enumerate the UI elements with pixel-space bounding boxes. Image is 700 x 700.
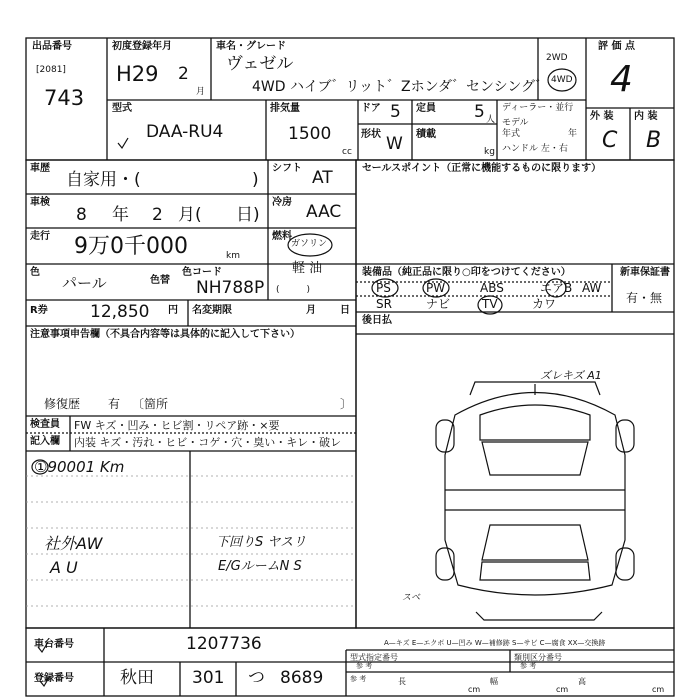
displacement: 1500 — [288, 124, 332, 144]
plate-class: 301 — [192, 668, 225, 688]
recycle-label: R券 — [30, 305, 48, 316]
damage-legend: A—キズ E—エクボ U—凹み W—補修跡 S—サビ C—腐食 XX—交換跡 — [384, 639, 606, 647]
inspection-year: 8 — [76, 205, 87, 225]
plate-area: 秋田 — [120, 668, 154, 688]
inspection-year-unit: 年 — [112, 205, 129, 225]
model-year-label: モデル — [502, 118, 529, 128]
repair-has: 有 — [108, 397, 121, 411]
equip-navi: ナビ — [426, 297, 451, 311]
registration-month: 2 — [178, 64, 189, 84]
hand-note-mileage: ①90001 Km — [34, 458, 125, 476]
history-close: ) — [252, 170, 259, 190]
car-grade: 4WD ハイブ゛リット゛Zホンダ゛センシング゛ — [252, 79, 550, 95]
plate-label: 登録番号 — [34, 673, 74, 684]
sales-point-label: セールスポイント（正常に機能するものに限ります） — [362, 163, 602, 174]
inspection-month: 2 — [152, 205, 163, 225]
eval-score-label: 評 価 点 — [598, 41, 635, 52]
warranty-label: 新車保証書 — [620, 267, 670, 278]
registration-month-unit: 月 — [196, 87, 206, 97]
size-length-label: 長 — [398, 677, 406, 686]
history-value: 自家用・( — [66, 170, 141, 190]
lot-number: 743 — [44, 86, 85, 110]
model-no-label: 型式指定番号 — [350, 653, 398, 662]
fuel-gasoline: ガソリン — [291, 239, 328, 249]
displacement-unit: cc — [342, 147, 352, 157]
drive-2wd: 2WD — [546, 53, 568, 63]
name-change-day: 日 — [340, 305, 350, 316]
displacement-label: 排気量 — [270, 103, 300, 114]
plate-number: 8689 — [280, 668, 324, 688]
hand-note-aw: 社外AW — [44, 534, 103, 553]
interior-score: B — [646, 128, 662, 153]
size-height-unit: cm — [652, 685, 665, 694]
model-no-ref: 参 考 — [356, 662, 373, 670]
fuel-label: 燃料 — [272, 231, 292, 242]
year-unit: 年 — [568, 129, 578, 139]
equip-airbag: エアB — [540, 281, 573, 295]
fuel-diesel: 軽 油 — [292, 261, 323, 276]
history-label: 車歴 — [30, 163, 50, 174]
equip-pw: PW — [426, 281, 446, 295]
car-name: ヴェゼル — [226, 54, 294, 74]
load-unit: kg — [484, 147, 495, 157]
shape-label: 形状 — [361, 129, 381, 140]
shape: W — [386, 134, 403, 154]
load-label: 積載 — [416, 129, 436, 140]
capacity: 5 — [474, 102, 485, 122]
interior-label: 内 装 — [634, 111, 658, 122]
capacity-label: 定員 — [416, 103, 436, 114]
color-value: パール — [62, 274, 107, 292]
car-diagram — [436, 382, 634, 620]
size-height-label: 高 — [578, 677, 586, 686]
color-code-label: 色コード — [182, 267, 222, 278]
eval-score: 4 — [610, 59, 633, 100]
inspector-label-1: 検査員 — [30, 419, 60, 430]
repair-place: 〔箇所 — [132, 397, 169, 411]
equip-tv: TV — [482, 297, 498, 311]
diagram-front-mark: スベ — [402, 593, 421, 603]
repair-history-label: 修復歴 — [44, 397, 81, 411]
doors-label: ドア — [361, 103, 381, 114]
inspection-month-unit: 月( — [178, 205, 202, 225]
size-length-unit: cm — [468, 685, 481, 694]
color-change-label: 色替 — [150, 275, 170, 286]
mileage-label: 走行 — [30, 231, 50, 242]
color-label: 色 — [30, 267, 40, 278]
first-registration-label: 初度登録年月 — [112, 41, 172, 52]
diagram-note-top: ズレキズ A1 — [540, 369, 602, 382]
mileage-value: 9万0千000 — [74, 234, 188, 259]
inspector-row-2: 内装 キズ・汚れ・ヒビ・コゲ・穴・臭い・キレ・破レ — [74, 436, 342, 449]
warranty-value: 有・無 — [626, 291, 663, 305]
plate-kana: つ — [248, 668, 265, 688]
name-change-label: 名変期限 — [192, 305, 232, 316]
hand-note-au: A U — [50, 558, 78, 577]
equip-abs: ABS — [480, 281, 504, 295]
mileage-unit: km — [226, 251, 240, 261]
inspection-day-unit: 日) — [236, 205, 260, 225]
hand-note-engine: E/GルームN S — [218, 559, 302, 574]
car-name-label: 車名・グレード — [216, 41, 286, 52]
drive-4wd: 4WD — [551, 75, 573, 85]
notes-label: 注意事項申告欄（不具合内容等は具体的に記入して下さい） — [30, 329, 300, 340]
back-pay-label: 後日払 — [362, 315, 392, 326]
equip-leather: カワ — [532, 297, 557, 311]
lot-sub-number: [2081] — [36, 65, 66, 75]
recycle-value: 12,850 — [90, 302, 150, 322]
dealer-label: ディーラー・並行 — [502, 103, 574, 113]
class-no-ref: 参 考 — [520, 662, 537, 670]
model-label: 型式 — [112, 103, 132, 114]
doors: 5 — [390, 102, 401, 122]
model-code: DAA-RU4 — [146, 122, 224, 142]
name-change-month: 月 — [306, 305, 316, 316]
capacity-unit: 人 — [486, 115, 496, 125]
handle-label: ハンドル 左・右 — [502, 144, 568, 154]
size-width-label: 幅 — [490, 677, 498, 686]
lot-number-label: 出品番号 — [32, 41, 72, 52]
inspector-label-2: 記入欄 — [30, 436, 60, 447]
equip-aw: AW — [582, 281, 602, 295]
year-label: 年式 — [502, 129, 521, 139]
color-code: NH788P — [196, 278, 265, 298]
ac-value: AAC — [306, 202, 342, 222]
class-no-label: 類別区分番号 — [514, 653, 562, 662]
inspector-row-1: FW キズ・凹み・ヒビ割・リペア跡・×要 — [74, 419, 280, 432]
shift-value: AT — [312, 168, 333, 188]
hand-note-under: 下回りS ヤスリ — [216, 535, 307, 550]
shift-label: シフト — [272, 163, 302, 174]
inspection-label: 車検 — [30, 197, 50, 208]
recycle-unit: 円 — [168, 305, 178, 316]
size-width-unit: cm — [556, 685, 569, 694]
equip-ps: PS — [376, 281, 391, 295]
chassis-number: 1207736 — [186, 634, 262, 654]
chassis-label: 車台番号 — [34, 639, 74, 650]
exterior-label: 外 装 — [590, 111, 614, 122]
registration-year: H29 — [116, 62, 159, 86]
equip-sr: SR — [376, 297, 392, 311]
equipment-label: 装備品（純正品に限り○印をつけてください） — [362, 267, 571, 278]
repair-close: 〕 — [340, 397, 353, 411]
color-paren: ( ) — [276, 285, 311, 295]
ac-label: 冷房 — [272, 197, 292, 208]
size-ref: 参 考 — [350, 675, 367, 683]
exterior-score: C — [602, 128, 618, 153]
